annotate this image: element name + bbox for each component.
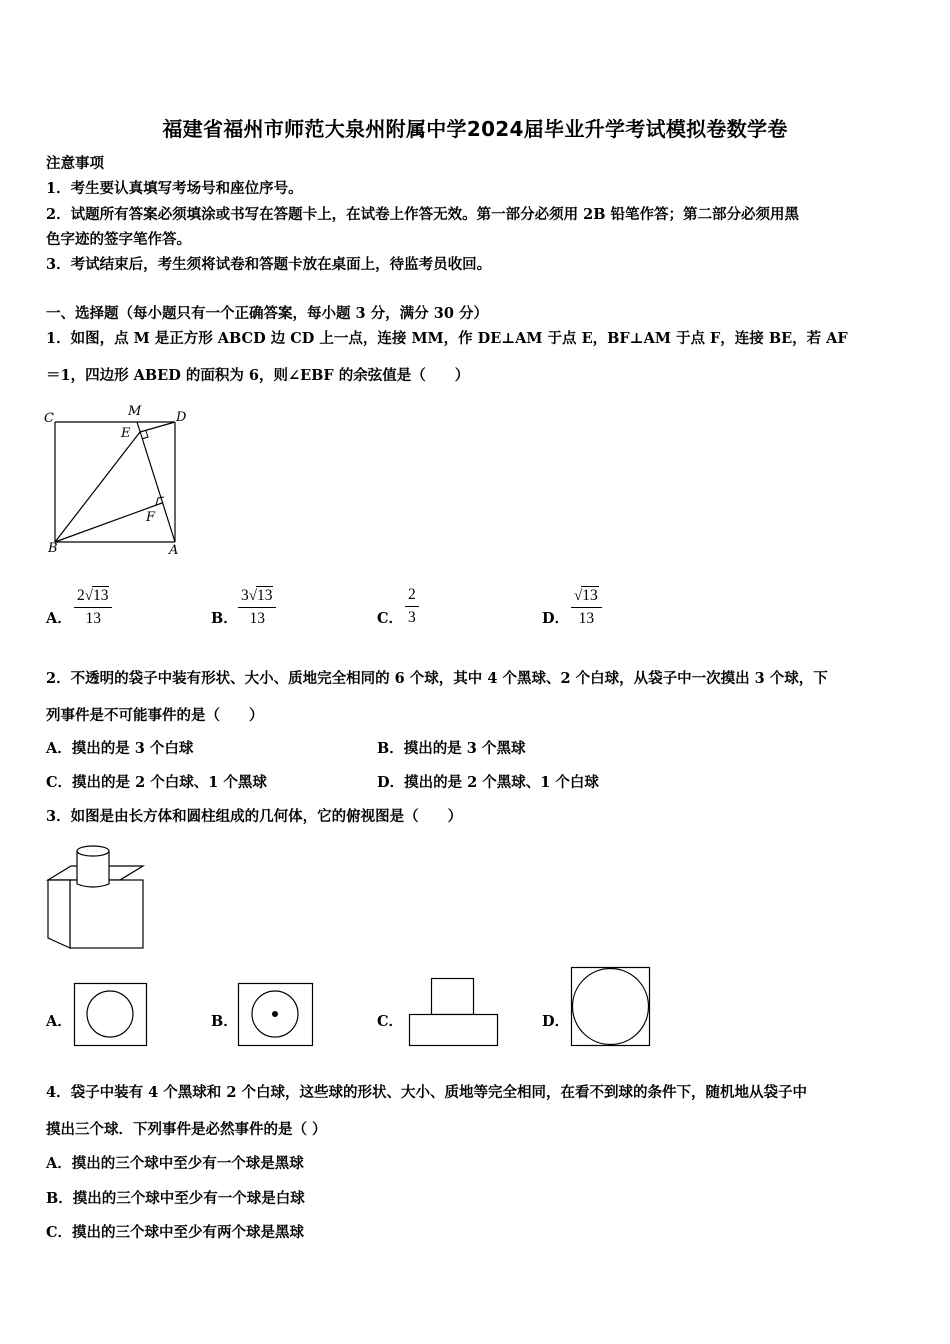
q3-solid-figure [44,842,150,954]
q1-option-a-label: A． [46,610,72,627]
q1-option-b-value: $\frac{3√13}{13}$ [238,586,276,628]
q3-option-a-label: A． [46,1013,72,1030]
notice-item-1: 1．考生要认真填写考场号和座位序号。 [46,180,303,197]
q3-stem: 3．如图是由长方体和圆柱组成的几何体，它的俯视图是（ ） [46,808,463,825]
q1-option-d-value: $\frac{√13}{13}$ [571,586,602,628]
section-1-heading: 一、选择题（每小题只有一个正确答案，每小题 3 分，满分 30 分） [46,305,488,322]
q2-stem-line-1: 2．不透明的袋子中装有形状、大小、质地完全相同的 6 个球，其中 4 个黑球、2 个白球，从袋子中一次摸出 3 个球，下 [46,670,828,687]
label-E: E [121,426,131,441]
label-M: M [128,404,142,419]
label-A: A [169,543,179,558]
q3-option-d-figure[interactable] [571,967,651,1047]
q2-option-d: D．摸出的是 2 个黑球、1 个白球 [377,774,599,791]
label-C: C [44,411,54,426]
label-D: D [176,410,187,425]
notice-item-3: 3．考试结束后，考生须将试卷和答题卡放在桌面上，待监考员收回。 [46,256,492,273]
q2-stem-line-2: 列事件是不可能事件的是（ ） [46,707,264,724]
q3-option-b-figure[interactable] [238,983,314,1047]
notice-heading: 注意事项 [46,155,104,172]
q3-option-d-label: D． [542,1013,570,1030]
q4-option-b: B．摸出的三个球中至少有一个球是白球 [46,1190,305,1207]
q4-stem-line-1: 4．袋子中装有 4 个黑球和 2 个白球，这些球的形状、大小、质地等完全相同，在看不到球的条件下，随机地从袋子中 [46,1084,807,1101]
label-F: F [146,510,156,525]
q1-option-a-value: $\frac{2√13}{13}$ [74,586,112,628]
q2-option-c: C．摸出的是 2 个白球、1 个黑球 [46,774,267,791]
q1-stem-line-2: ＝1，四边形 ABED 的面积为 6，则∠EBF 的余弦值是（ ） [46,367,470,384]
q1-option-c-label: C． [377,610,404,627]
q3-option-b-label: B． [211,1013,238,1030]
q3-option-c-label: C． [377,1013,404,1030]
notice-item-2-line-1: 2．试题所有答案必须填涂或书写在答题卡上，在试卷上作答无效。第一部分必须用 2B 铅笔作答；第二部分必须用黑 [46,206,800,223]
q1-option-c-value: $\frac{2}{3}$ [405,586,419,627]
q3-option-c-figure[interactable] [409,978,501,1048]
q4-option-c: C．摸出的三个球中至少有两个球是黑球 [46,1224,305,1241]
notice-item-2-line-2: 色字迹的签字笔作答。 [46,231,191,248]
q2-option-a: A．摸出的是 3 个白球 [46,740,194,757]
q1-option-b-label: B． [211,610,238,627]
q1-option-d-label: D． [542,610,570,627]
q3-option-a-figure[interactable] [74,983,148,1047]
q1-square-figure [40,400,200,560]
q4-option-a: A．摸出的三个球中至少有一个球是黑球 [46,1155,304,1172]
q1-stem-line-1: 1．如图，点 M 是正方形 ABCD 边 CD 上一点，连接 MM，作 DE⊥AM 于点 E，BF⊥AM 于点 F，连接 BE，若 AF [46,330,848,347]
page-title: 福建省福州市师范大泉州附属中学2024届毕业升学考试模拟卷数学卷 [162,117,788,141]
q4-stem-line-2: 摸出三个球．下列事件是必然事件的是（ ） [46,1121,327,1138]
q2-option-b: B．摸出的是 3 个黑球 [377,740,526,757]
label-B: B [48,541,58,556]
